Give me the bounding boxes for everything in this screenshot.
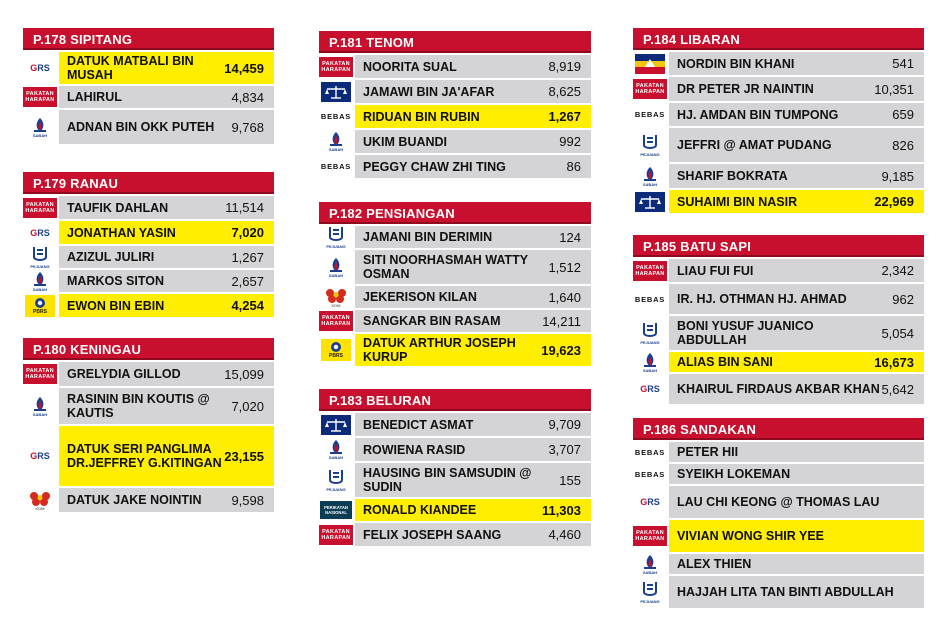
constituency-panel bbox=[633, 418, 924, 608]
vote-count: 14,459 bbox=[224, 60, 264, 76]
candidate-name: LIAU FUI FUI bbox=[677, 263, 754, 278]
constituency-title: P.181 TENOM bbox=[319, 31, 591, 53]
candidate-row-winner bbox=[633, 518, 924, 552]
candidate-row bbox=[633, 440, 924, 462]
constituency-title: P.182 PENSIANGAN bbox=[319, 202, 591, 224]
candidate-row-winner bbox=[319, 103, 591, 128]
constituency-panel bbox=[633, 235, 924, 404]
party-logo bbox=[633, 103, 669, 126]
party-logo bbox=[633, 190, 669, 213]
pakatan-harapan-logo-icon: PAKATAN HARAPAN bbox=[633, 79, 667, 99]
candidate-name: DR PETER JR NAINTIN bbox=[677, 82, 814, 96]
party-logo bbox=[319, 105, 355, 128]
party-logo bbox=[23, 52, 59, 84]
candidate-name: HAJJAH LITA TAN BINTI ABDULLAH bbox=[677, 585, 894, 599]
candidate-row bbox=[23, 486, 274, 512]
candidate-name: SANGKAR BIN RASAM bbox=[363, 314, 501, 328]
party-logo bbox=[633, 576, 669, 608]
pakatan-harapan-logo-icon: PAKATAN HARAPAN bbox=[23, 87, 57, 107]
party-logo bbox=[633, 352, 669, 372]
candidate-row-winner bbox=[23, 292, 274, 317]
candidate-row bbox=[633, 282, 924, 314]
vote-count: 11,303 bbox=[541, 502, 581, 518]
perikatan-nasional-logo-icon: PERIKATAN NASIONAL bbox=[320, 501, 352, 519]
party-logo bbox=[23, 294, 59, 317]
candidate-row bbox=[633, 50, 924, 75]
constituency-panel bbox=[319, 202, 591, 366]
party-logo bbox=[23, 426, 59, 486]
vote-count: 4,460 bbox=[548, 527, 581, 542]
warisan-logo-icon: SABAH bbox=[28, 269, 52, 293]
warisan-logo-icon: SABAH bbox=[324, 130, 348, 154]
candidate-name: RONALD KIANDEE bbox=[363, 503, 477, 517]
candidate-name: LAU CHI KEONG @ THOMAS LAU bbox=[677, 495, 880, 509]
candidate-row bbox=[633, 552, 924, 574]
candidate-name: JEKERISON KILAN bbox=[363, 290, 477, 304]
party-logo bbox=[319, 438, 355, 461]
pbrs-logo-icon: PBRS bbox=[25, 295, 55, 317]
vote-count: 8,625 bbox=[548, 84, 581, 99]
grs-logo-icon: G RS bbox=[30, 227, 50, 238]
grs-logo-icon: G RS bbox=[30, 63, 50, 73]
pakatan-harapan-logo-icon: PAKATAN HARAPAN bbox=[633, 261, 667, 281]
candidate-row bbox=[633, 257, 924, 282]
vote-count: 4,254 bbox=[231, 298, 264, 313]
candidate-name: NORDIN BIN KHANI bbox=[677, 56, 795, 71]
candidate-row bbox=[633, 314, 924, 350]
vote-count: 659 bbox=[892, 107, 914, 122]
constituency-title: P.184 LIBARAN bbox=[633, 28, 924, 50]
candidate-name: DATUK JAKE NOINTIN bbox=[67, 493, 202, 507]
candidate-row bbox=[319, 78, 591, 103]
candidate-name: KHAIRUL FIRDAUS AKBAR KHAN bbox=[677, 382, 880, 396]
pakatan-harapan-logo-icon: PAKATAN HARAPAN bbox=[23, 198, 57, 218]
candidate-name: RIDUAN BIN RUBIN bbox=[363, 109, 480, 124]
party-logo bbox=[319, 310, 355, 332]
pbrs-logo-icon: PBRS bbox=[321, 339, 351, 361]
party-logo bbox=[23, 86, 59, 108]
candidate-name: JEFFRI @ AMAT PUDANG bbox=[677, 138, 832, 152]
candidate-name: SITI NOORHASMAH WATTY OSMAN bbox=[363, 253, 528, 281]
candidate-name: ROWIENA RASID bbox=[363, 442, 466, 457]
candidate-name: HAUSING BIN SAMSUDIN @ SUDIN bbox=[363, 466, 532, 494]
party-logo bbox=[319, 55, 355, 78]
pejuang-logo-icon: PEJUANG bbox=[638, 132, 662, 158]
candidate-row bbox=[319, 308, 591, 332]
candidate-row bbox=[23, 360, 274, 386]
party-logo bbox=[319, 226, 355, 248]
candidate-row bbox=[319, 248, 591, 284]
candidate-row bbox=[319, 53, 591, 78]
candidate-name: VIVIAN WONG SHIR YEE bbox=[677, 529, 825, 543]
party-logo bbox=[633, 374, 669, 404]
party-logo bbox=[319, 523, 355, 546]
candidate-row bbox=[633, 101, 924, 126]
candidate-name: ALEX THIEN bbox=[677, 557, 752, 571]
party-logo bbox=[633, 259, 669, 282]
constituency-title: P.183 BELURAN bbox=[319, 389, 591, 411]
vote-count: 7,020 bbox=[231, 225, 264, 240]
vote-count: 7,020 bbox=[231, 398, 264, 414]
vote-count: 3,707 bbox=[548, 442, 581, 457]
vote-count: 15,099 bbox=[224, 366, 264, 382]
party-logo bbox=[633, 164, 669, 188]
independent-bebas-icon: BEBAS bbox=[320, 162, 352, 171]
grs-logo-icon: G RS bbox=[640, 497, 660, 507]
candidate-name: JAMANI BIN DERIMIN bbox=[363, 230, 493, 244]
candidate-row bbox=[319, 153, 591, 178]
candidate-name: IR. HJ. OTHMAN HJ. AHMAD bbox=[677, 292, 847, 306]
vote-count: 826 bbox=[892, 137, 914, 153]
party-logo bbox=[319, 463, 355, 497]
party-logo bbox=[319, 130, 355, 153]
candidate-name: JAMAWI BIN JA'AFAR bbox=[363, 84, 495, 99]
candidate-row bbox=[633, 574, 924, 608]
kdm-flower-icon: KDM bbox=[25, 489, 55, 511]
party-logo bbox=[23, 362, 59, 386]
candidate-row-winner bbox=[319, 332, 591, 366]
vote-count: 2,342 bbox=[881, 263, 914, 278]
vote-count: 19,623 bbox=[541, 342, 581, 358]
vote-count: 1,267 bbox=[231, 249, 264, 265]
candidate-name: BENEDICT ASMAT bbox=[363, 417, 474, 432]
candidate-name: UKIM BUANDI bbox=[363, 134, 448, 149]
vote-count: 9,185 bbox=[881, 168, 914, 184]
vote-count: 5,054 bbox=[881, 325, 914, 341]
party-logo bbox=[633, 486, 669, 518]
candidate-name: ADNAN BIN OKK PUTEH bbox=[67, 120, 215, 134]
vote-count: 8,919 bbox=[548, 59, 581, 74]
party-logo bbox=[633, 52, 669, 75]
candidate-row bbox=[319, 521, 591, 546]
party-logo bbox=[319, 286, 355, 308]
pakatan-harapan-logo-icon: PAKATAN HARAPAN bbox=[319, 311, 353, 331]
vote-count: 9,598 bbox=[231, 492, 264, 508]
candidate-row bbox=[319, 224, 591, 248]
vote-count: 2,657 bbox=[231, 273, 264, 289]
constituency-title: P.185 BATU SAPI bbox=[633, 235, 924, 257]
warisan-logo-icon: SABAH bbox=[638, 350, 662, 374]
independent-bebas-icon: BEBAS bbox=[634, 447, 666, 457]
constituency-panel bbox=[23, 172, 274, 317]
vote-count: 1,267 bbox=[548, 109, 581, 124]
vote-count: 23,155 bbox=[224, 448, 264, 464]
vote-count: 16,673 bbox=[874, 354, 914, 370]
party-logo bbox=[633, 442, 669, 462]
pejuang-logo-icon: PEJUANG bbox=[638, 320, 662, 346]
candidate-row-winner bbox=[633, 188, 924, 213]
candidate-name: EWON BIN EBIN bbox=[67, 298, 165, 313]
vote-count: 124 bbox=[559, 229, 581, 245]
party-logo bbox=[23, 488, 59, 512]
constituency-panel bbox=[23, 28, 274, 144]
candidate-name: DATUK SERI PANGLIMA DR.JEFFREY G.KITINGAN bbox=[67, 442, 222, 470]
barisan-nasional-scales-icon bbox=[635, 192, 665, 212]
warisan-logo-icon: SABAH bbox=[28, 394, 52, 418]
candidate-row bbox=[319, 128, 591, 153]
party-logo bbox=[633, 554, 669, 574]
warisan-logo-icon: SABAH bbox=[638, 164, 662, 188]
warisan-logo-icon: SABAH bbox=[324, 438, 348, 462]
candidate-row-winner bbox=[319, 497, 591, 521]
constituency-title: P.178 SIPITANG bbox=[23, 28, 274, 50]
candidate-row bbox=[633, 162, 924, 188]
candidate-name: PEGGY CHAW ZHI TING bbox=[363, 159, 506, 174]
candidate-row bbox=[633, 75, 924, 101]
vote-count: 9,768 bbox=[231, 119, 264, 135]
vote-count: 11,514 bbox=[225, 200, 264, 215]
vote-count: 5,642 bbox=[881, 381, 914, 397]
pejuang-logo-icon: PEJUANG bbox=[638, 579, 662, 605]
candidate-row bbox=[319, 284, 591, 308]
candidate-name: LAHIRUL bbox=[67, 90, 122, 104]
kdm-flower-icon: KDM bbox=[321, 286, 351, 308]
party-logo bbox=[633, 520, 669, 552]
vote-count: 155 bbox=[559, 472, 581, 488]
constituency-panel bbox=[633, 28, 924, 213]
candidate-name: PETER HII bbox=[677, 445, 739, 459]
candidate-row-winner bbox=[633, 350, 924, 372]
pakatan-harapan-logo-icon: PAKATAN HARAPAN bbox=[23, 364, 57, 384]
upko-logo-icon bbox=[635, 54, 665, 74]
party-logo bbox=[23, 196, 59, 219]
pejuang-logo-icon: PEJUANG bbox=[324, 224, 348, 250]
candidate-name: DATUK ARTHUR JOSEPH KURUP bbox=[363, 336, 516, 364]
candidate-name: DATUK MATBALI BIN MUSAH bbox=[67, 54, 194, 82]
party-logo bbox=[23, 110, 59, 144]
candidate-name: GRELYDIA GILLOD bbox=[67, 367, 181, 381]
barisan-nasional-scales-icon bbox=[321, 82, 351, 102]
candidate-name: SUHAIMI BIN NASIR bbox=[677, 194, 798, 209]
vote-count: 962 bbox=[892, 291, 914, 307]
candidate-row bbox=[633, 372, 924, 404]
party-logo bbox=[633, 284, 669, 314]
warisan-logo-icon: SABAH bbox=[324, 255, 348, 279]
candidate-row bbox=[23, 194, 274, 219]
constituency-title: P.186 SANDAKAN bbox=[633, 418, 924, 440]
party-logo bbox=[633, 464, 669, 484]
party-logo bbox=[319, 334, 355, 366]
party-logo bbox=[23, 388, 59, 424]
vote-count: 9,709 bbox=[548, 417, 581, 432]
vote-count: 992 bbox=[559, 134, 581, 149]
vote-count: 10,351 bbox=[874, 81, 914, 97]
candidate-name: SHARIF BOKRATA bbox=[677, 169, 788, 183]
candidate-name: RASININ BIN KOUTIS @ KAUTIS bbox=[67, 392, 210, 420]
constituency-panel bbox=[23, 338, 274, 512]
candidate-row bbox=[23, 84, 274, 108]
pakatan-harapan-logo-icon: PAKATAN HARAPAN bbox=[319, 57, 353, 77]
candidate-row bbox=[23, 386, 274, 424]
candidate-row-winner bbox=[23, 219, 274, 244]
party-logo bbox=[633, 316, 669, 350]
candidate-name: TAUFIK DAHLAN bbox=[67, 200, 169, 215]
constituency-title: P.179 RANAU bbox=[23, 172, 274, 194]
vote-count: 1,512 bbox=[548, 259, 581, 275]
candidate-name: BONI YUSUF JUANICO ABDULLAH bbox=[677, 319, 814, 347]
grs-logo-icon: G RS bbox=[30, 451, 50, 461]
independent-bebas-icon: BEBAS bbox=[320, 112, 352, 121]
vote-count: 4,834 bbox=[231, 89, 264, 105]
candidate-row bbox=[633, 484, 924, 518]
party-logo bbox=[23, 221, 59, 244]
candidate-row bbox=[23, 268, 274, 292]
pejuang-logo-icon: PEJUANG bbox=[28, 244, 52, 270]
warisan-logo-icon: SABAH bbox=[638, 552, 662, 576]
grs-logo-icon: G RS bbox=[640, 384, 660, 394]
independent-bebas-icon: BEBAS bbox=[634, 294, 666, 304]
candidate-row bbox=[23, 244, 274, 268]
party-logo bbox=[319, 250, 355, 284]
barisan-nasional-scales-icon bbox=[321, 415, 351, 435]
vote-count: 22,969 bbox=[874, 194, 914, 209]
constituency-title: P.180 KENINGAU bbox=[23, 338, 274, 360]
party-logo bbox=[319, 155, 355, 178]
party-logo bbox=[319, 80, 355, 103]
candidate-row bbox=[319, 461, 591, 497]
candidate-name: SYEIKH LOKEMAN bbox=[677, 467, 791, 481]
party-logo bbox=[319, 413, 355, 436]
candidate-name: HJ. AMDAN BIN TUMPONG bbox=[677, 107, 839, 122]
candidate-row bbox=[319, 411, 591, 436]
candidate-row bbox=[633, 462, 924, 484]
vote-count: 1,640 bbox=[548, 289, 581, 305]
candidate-row bbox=[633, 126, 924, 162]
candidate-row-winner bbox=[23, 424, 274, 486]
party-logo bbox=[319, 499, 355, 521]
candidate-row-winner bbox=[23, 50, 274, 84]
candidate-name: FELIX JOSEPH SAANG bbox=[363, 527, 502, 542]
vote-count: 14,211 bbox=[542, 313, 581, 329]
candidate-row bbox=[23, 108, 274, 144]
party-logo bbox=[633, 128, 669, 162]
constituency-panel bbox=[319, 389, 591, 546]
vote-count: 86 bbox=[566, 159, 581, 174]
pakatan-harapan-logo-icon: PAKATAN HARAPAN bbox=[319, 525, 353, 545]
candidate-name: ALIAS BIN SANI bbox=[677, 355, 773, 369]
pakatan-harapan-logo-icon: PAKATAN HARAPAN bbox=[633, 526, 667, 546]
candidate-name: JONATHAN YASIN bbox=[67, 225, 176, 240]
party-logo bbox=[23, 270, 59, 292]
party-logo bbox=[633, 77, 669, 101]
candidate-name: NOORITA SUAL bbox=[363, 59, 457, 74]
constituency-panel bbox=[319, 31, 591, 178]
candidate-name: AZIZUL JULIRI bbox=[67, 250, 155, 264]
party-logo bbox=[23, 246, 59, 268]
vote-count: 541 bbox=[892, 56, 914, 71]
warisan-logo-icon: SABAH bbox=[28, 115, 52, 139]
pejuang-logo-icon: PEJUANG bbox=[324, 467, 348, 493]
independent-bebas-icon: BEBAS bbox=[634, 110, 666, 119]
candidate-row bbox=[319, 436, 591, 461]
independent-bebas-icon: BEBAS bbox=[634, 469, 666, 479]
candidate-name: MARKOS SITON bbox=[67, 274, 164, 288]
